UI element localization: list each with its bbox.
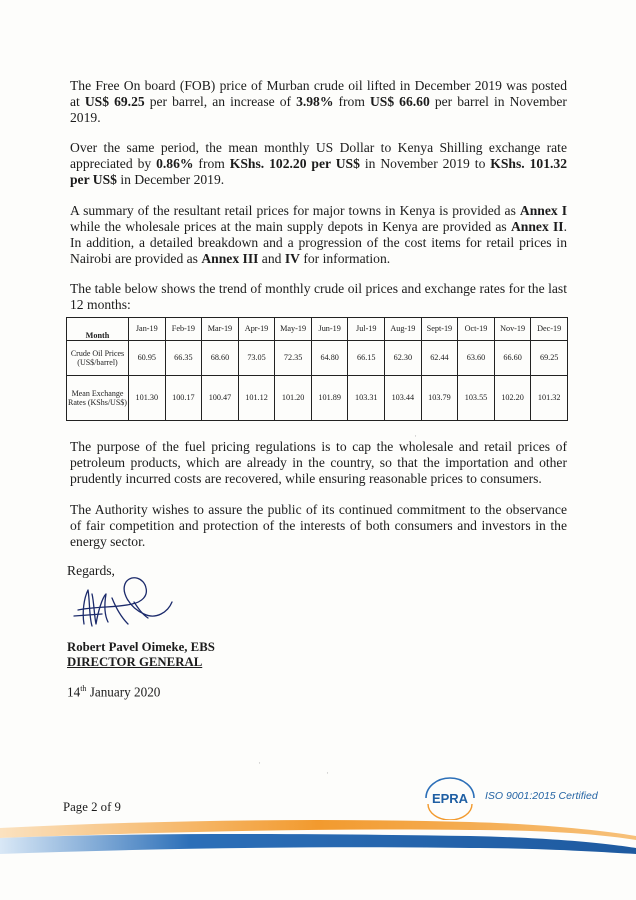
letter-date — [67, 684, 160, 700]
text-run: from — [193, 156, 230, 171]
table-cell: 68.60 — [202, 341, 239, 376]
date-day: 14 — [67, 684, 81, 700]
emphasis-text: KShs. 101.32 per US$ — [70, 156, 567, 187]
row-label-exchange-rate: Mean Exchange Rates (KShs/US$) — [67, 376, 129, 421]
table-cell: 64.80 — [311, 341, 348, 376]
table-cell: 63.60 — [458, 341, 495, 376]
table-cell: 69.25 — [531, 341, 568, 376]
emphasis-text: 0.86% — [156, 156, 194, 171]
month-header-jan: Jan-19 — [129, 318, 166, 341]
month-header-mar: Mar-19 — [202, 318, 239, 341]
month-header-dec: Dec-19 — [531, 318, 568, 341]
table-cell: 103.79 — [421, 376, 458, 421]
iso-certification: ISO 9001:2015 Certified — [485, 790, 598, 802]
scan-speck: · — [326, 768, 329, 778]
month-header-nov: Nov-19 — [494, 318, 531, 341]
month-header-jun: Jun-19 — [311, 318, 348, 341]
text-run: per barrel in November 2019. — [70, 94, 567, 125]
table-cell: 101.30 — [129, 376, 166, 421]
table-cell: 101.12 — [238, 376, 275, 421]
table-header-row — [67, 318, 568, 341]
text-run: The Free On board (FOB) price of Murban crude oil lifted in December 2019 was posted at — [70, 78, 567, 109]
table-cell: 102.20 — [494, 376, 531, 421]
table-cell: 73.05 — [238, 341, 275, 376]
table-row — [67, 376, 568, 421]
month-header-oct: Oct-19 — [458, 318, 495, 341]
emphasis-text: IV — [284, 251, 300, 266]
text-run: for information. — [299, 251, 391, 266]
table-cell: 62.30 — [385, 341, 422, 376]
date-suffix: th — [80, 684, 87, 693]
text-run: Over the same period, the mean monthly US Dollar to Kenya Shilling exchange rate appreciated by — [70, 140, 567, 171]
table-cell: 66.35 — [165, 341, 202, 376]
text-run: in November 2019 to — [359, 156, 491, 171]
emphasis-text: US$ 66.60 — [369, 94, 430, 109]
table-cell: 101.32 — [531, 376, 568, 421]
emphasis-text: Annex II — [510, 219, 564, 234]
footer-wave-decoration — [0, 818, 636, 868]
month-header-sep: Sept-19 — [421, 318, 458, 341]
crude-oil-exchange-table — [66, 317, 568, 421]
emphasis-text: KShs. 102.20 per US$ — [229, 156, 360, 171]
month-header-may: May-19 — [275, 318, 312, 341]
table-cell: 66.15 — [348, 341, 385, 376]
table-cell: 103.44 — [385, 376, 422, 421]
table-cell: 62.44 — [421, 341, 458, 376]
paragraph-pricing-regulations — [70, 439, 567, 487]
text-run: A summary of the resultant retail prices for major towns in Kenya is provided as — [70, 203, 520, 218]
text-run: The Authority wishes to assure the public of its continued commitment to the observance of fair competition and protection of the interests of both consumers and investors in the energy sector. — [70, 502, 567, 549]
table-cell: 103.31 — [348, 376, 385, 421]
epra-logo — [420, 776, 480, 820]
text-run: in December 2019. — [116, 172, 225, 187]
paragraph-commitment — [70, 502, 567, 550]
signer-title: DIRECTOR GENERAL — [67, 655, 203, 669]
paragraph-annex-summary — [70, 203, 567, 267]
table-row — [67, 341, 568, 376]
signature-image — [72, 568, 182, 638]
text-run: The purpose of the fuel pricing regulations is to cap the wholesale and retail prices of petroleum products, which are already in the country, so that the importation and other prudently incurred costs are recovered, while ensuring reasonable prices to consumers. — [70, 439, 567, 486]
text-run: per barrel, an increase of — [144, 94, 297, 109]
table-cell: 101.20 — [275, 376, 312, 421]
table-cell: 100.47 — [202, 376, 239, 421]
text-run: The table below shows the trend of monthly crude oil prices and exchange rates for the last 12 months: — [70, 281, 567, 312]
date-rest: January 2020 — [86, 684, 161, 700]
month-header: Month — [67, 318, 129, 341]
emphasis-text: Annex I — [519, 203, 567, 218]
table-cell: 103.55 — [458, 376, 495, 421]
table-cell: 60.95 — [129, 341, 166, 376]
scan-speck: · — [258, 758, 261, 768]
emphasis-text: Annex III — [201, 251, 259, 266]
page-number: Page 2 of 9 — [63, 800, 121, 814]
paragraph-table-intro — [70, 281, 567, 313]
text-run: and — [258, 251, 285, 266]
logo-text: EPRA — [431, 791, 469, 806]
text-run: from — [333, 94, 370, 109]
table-cell: 72.35 — [275, 341, 312, 376]
signer-name: Robert Pavel Oimeke, EBS — [67, 640, 215, 654]
text-run: while the wholesale prices at the main supply depots in Kenya are provided as — [70, 219, 511, 234]
month-header-apr: Apr-19 — [238, 318, 275, 341]
table-cell: 66.60 — [494, 341, 531, 376]
month-header-feb: Feb-19 — [165, 318, 202, 341]
month-header-aug: Aug-19 — [385, 318, 422, 341]
text-run: . In addition, a detailed breakdown and a progression of the cost items for retail prices in Nairobi are provided as — [70, 219, 567, 266]
row-label-crude-oil: Crude Oil Prices (US$/barrel) — [67, 341, 129, 376]
emphasis-text: US$ 69.25 — [84, 94, 145, 109]
scan-speck: · — [414, 431, 417, 441]
table-cell: 100.17 — [165, 376, 202, 421]
emphasis-text: 3.98% — [296, 94, 334, 109]
regards-text: Regards, — [67, 563, 115, 578]
month-header-jul: Jul-19 — [348, 318, 385, 341]
table-cell: 101.89 — [311, 376, 348, 421]
paragraph-fob-price — [70, 78, 567, 126]
paragraph-exchange-rate — [70, 140, 567, 188]
